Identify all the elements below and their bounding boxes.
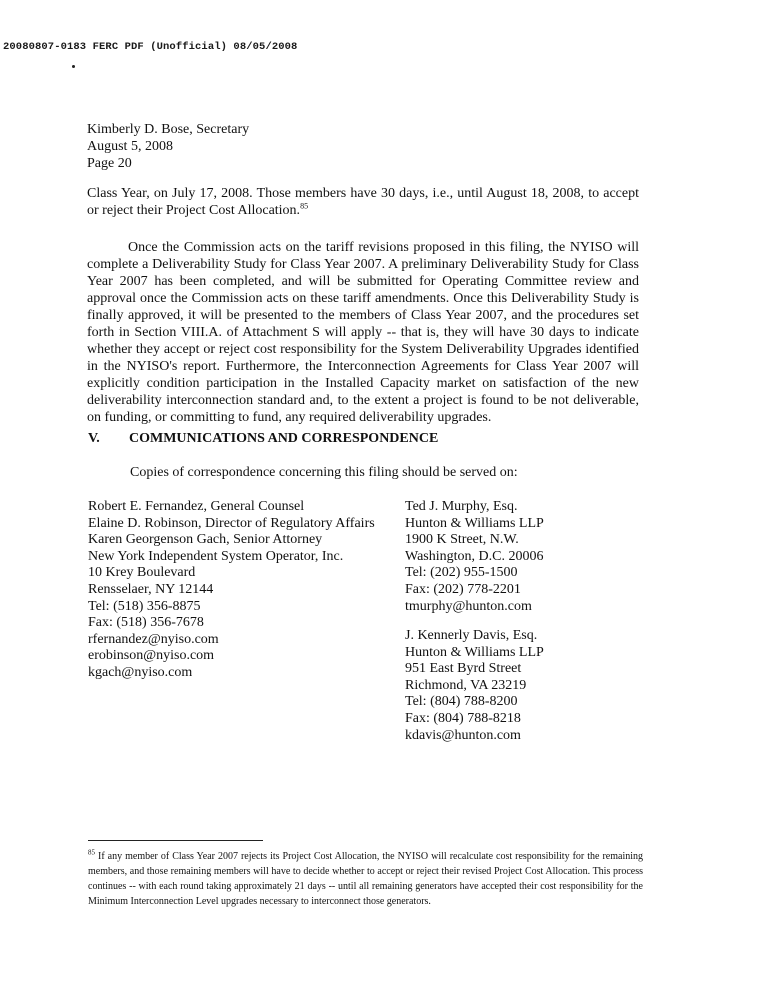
footnote-text: If any member of Class Year 2007 rejects its Project Cost Allocation, the NYISO will recalculate cost responsibility for the remaining members, and those remaining members will have to decide whether to accept or reject their revised Project Cost Allocation. This process continues -- with each round taking approximately 21 days -- until all remaining generators have accepted their cost responsibility for the Minimum Interconnection Level upgrades necessary to interconnect those generators. [88,851,644,907]
paragraph-continuation [87,185,639,219]
scan-speck [72,65,75,68]
contact-line: Richmond, VA 23219 [405,677,527,693]
letter-header [87,121,249,172]
contact-line: Tel: (202) 955-1500 [405,565,518,581]
contact-line: Elaine D. Robinson, Director of Regulatory Affairs [88,515,375,531]
contact-line: Hunton & Williams LLP [405,515,544,531]
contact-line: Hunton & Williams LLP [405,644,544,660]
contact-line: Washington, D.C. 20006 [405,548,544,564]
contact-line: Tel: (804) 788-8200 [405,694,518,710]
email-link[interactable]: kdavis@hunton.com [405,727,521,743]
footnote-number: 85 [88,848,95,857]
contact-line: Fax: (518) 356-7678 [88,615,204,631]
footnote [88,849,643,909]
contact-line: Fax: (804) 788-8218 [405,710,521,726]
page-number: Page 20 [87,156,132,171]
contact-block-murphy [405,499,544,615]
paragraph-text: Class Year, on July 17, 2008. Those members have 30 days, i.e., until August 18, 2008, to accept or reject their Project Cost Allocation. [87,186,639,218]
contact-line: Ted J. Murphy, Esq. [405,499,518,514]
contact-line: Fax: (202) 778-2201 [405,581,521,597]
email-link[interactable]: rfernandez@nyiso.com [88,631,219,647]
contact-line: 10 Krey Boulevard [88,565,196,581]
section-number: V. [88,431,100,446]
date-line: August 5, 2008 [87,139,173,154]
filing-stamp: 20080807-0183 FERC PDF (Unofficial) 08/05/2008 [3,41,298,53]
contact-block-nyiso [88,499,375,682]
contact-line: Rensselaer, NY 12144 [88,581,214,597]
email-link[interactable]: kgach@nyiso.com [88,664,193,680]
email-link[interactable]: tmurphy@hunton.com [405,598,532,614]
paragraph-deliverability: Once the Commission acts on the tariff revisions proposed in this filing, the NYISO will complete a Deliverability Study for Class Year 2007. A preliminary Deliverability Study for Class Year 2007 has been completed, and will be submitted for Operating Committee review and approval once the Commission acts on these tariff amendments. Once this Deliverability Study is finally approved, it will be presented to the members of Class Year 2007, and the procedures set forth in Section VIII.A. of Attachment S will apply -- that is, they will have 30 days to indicate whether they accept or reject cost responsibility for the System Deliverability Upgrades identified in the NYISO's report. Furthermore, the Interconnection Agreements for Class Year 2007 will explicitly condition participation in the Installed Capacity market on satisfaction of the new deliverability interconnection standard and, to the extent a project is found to be not deliverable, on funding, or committing to fund, any required deliverability upgrades. [87,240,639,425]
footnote-reference[interactable]: 85 [300,201,309,211]
contact-line: 951 East Byrd Street [405,661,522,677]
section-heading [88,431,438,447]
recipient-line: Kimberly D. Bose, Secretary [87,122,250,137]
email-link[interactable]: erobinson@nyiso.com [88,648,215,664]
footnote-divider [88,840,263,841]
contact-line: New York Independent System Operator, Inc. [88,548,344,564]
contact-line: Tel: (518) 356-8875 [88,598,201,614]
contact-block-davis [405,628,544,744]
section-title: COMMUNICATIONS AND CORRESPONDENCE [129,431,439,446]
service-intro: Copies of correspondence concerning this filing should be served on: [130,465,518,480]
contact-line: Karen Georgenson Gach, Senior Attorney [88,532,323,548]
contact-line: 1900 K Street, N.W. [405,532,519,548]
contact-line: J. Kennerly Davis, Esq. [405,628,538,643]
contact-line: Robert E. Fernandez, General Counsel [88,499,305,514]
